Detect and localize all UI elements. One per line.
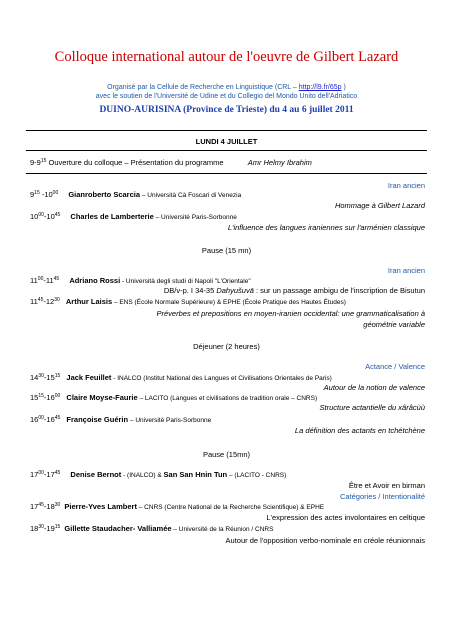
time-start: 9 [30, 190, 35, 199]
time-start: 15 [30, 393, 39, 402]
speaker-name: Arthur Laisis [65, 297, 113, 306]
speaker-affiliation: – Université Paris-Sorbonne [153, 214, 237, 221]
time-start-min: 45 [38, 502, 44, 508]
talk-entry [30, 502, 324, 511]
talk-title: L'influence des langues iraniennes sur l'arménien classique [227, 223, 425, 232]
speaker-affiliation: - INALCO (Institut National des Langues et Civilisations Orientales de Paris) [111, 375, 332, 382]
day-heading: LUNDI 4 JUILLET [195, 137, 258, 146]
time-start-min: 15 [34, 190, 40, 196]
pause-label: Pause (15mn) [202, 450, 251, 459]
time-end: -16 [43, 393, 55, 402]
speaker-name: Denise Bernot [70, 470, 122, 479]
talk-entry [30, 373, 332, 382]
time-end: -15 [43, 373, 55, 382]
talk-entry [30, 415, 211, 424]
time-end-min: 15 [54, 373, 61, 379]
organizer-text-end: ) [341, 84, 346, 91]
organizer-line [0, 83, 453, 92]
talk-title: Préverbes et prepositions en moyen-iranien occidental: une grammaticalisation à [156, 309, 425, 318]
speaker-affiliation: – Université de la Réunion / CNRS [171, 526, 274, 533]
section-label: Iran ancien [387, 266, 425, 275]
time-end-min: 15 [54, 524, 61, 530]
talk-entry [30, 212, 237, 221]
time-end-min: 45 [54, 212, 61, 218]
time-start: 18 [30, 524, 39, 533]
time-end: -19 [43, 524, 55, 533]
time-start-min: 30 [38, 524, 44, 530]
time-end-min: 45 [54, 415, 61, 421]
talk-title: Structure actantielle du xârâcùù [319, 403, 425, 412]
speaker-name: Françoise Guérin [66, 415, 129, 424]
time-end: -16 [43, 415, 55, 424]
talk-title-term: Dahyušuvā [216, 286, 254, 295]
talk-title: Autour de la notion de valence [323, 383, 425, 392]
speaker-affiliation-2: – (LACITO - CNRS) [227, 472, 287, 479]
talk-title: La définition des actants en tchétchène [294, 426, 425, 435]
organizer-text: Organisé par la Cellule de Recherche en Linguistique (CRL – [107, 84, 299, 91]
talk-entry [30, 190, 241, 199]
speaker-affiliation: – CNRS (Centre National de la Recherche Scientifique) & EPHE [136, 504, 325, 511]
opening-speaker: Amr Helmy Ibrahim [247, 158, 312, 167]
time-end: -12 [43, 297, 55, 306]
talk-title: Autour de l'opposition verbo-nominale en créole réunionnais [225, 536, 425, 545]
section-label: Actance / Valence [365, 362, 425, 371]
speaker-affiliation: – Université Paris-Sorbonne [128, 417, 212, 424]
speaker-affiliation: - (INALCO) & [121, 472, 164, 479]
speaker-name: Adriano Rossi [69, 276, 121, 285]
opening-text: Ouverture du colloque – Présentation du programme [46, 158, 224, 167]
speaker-name-2: San San Hnin Tun [163, 470, 228, 479]
talk-title [164, 286, 425, 295]
time-start: 16 [30, 415, 39, 424]
lunch-label: Déjeuner (2 heures) [193, 342, 260, 351]
section-label: Catégories / Intentionalité [339, 492, 425, 501]
colloquium-title: Colloque international autour de l'oeuvre de Gilbert Lazard [54, 49, 399, 65]
time-start: 11 [30, 297, 38, 306]
time-end-min: 45 [54, 470, 61, 476]
talk-entry [30, 524, 273, 533]
opening-session [30, 158, 312, 167]
speaker-affiliation: – ENS (École Normale Supérieure) & EPHE (École Pratique des Hautes Études) [112, 299, 346, 306]
opening-time: 9-9 [30, 158, 41, 167]
time-start: 10 [30, 212, 39, 221]
time-start: 14 [30, 373, 39, 382]
opening-time-sup: 15 [40, 158, 47, 164]
talk-title: L'expression des actes involontaires en celtique [266, 513, 425, 522]
section-label: Iran ancien [387, 181, 425, 190]
time-end: -10 [43, 212, 55, 221]
time-start-min: 00 [38, 212, 44, 218]
speaker-affiliation: - Università degli studi di Napoli "L'Orientale" [120, 278, 251, 285]
time-start-min: 45 [37, 297, 44, 303]
talk-title: Être et Avoir en birman [348, 481, 425, 490]
rule-day [26, 150, 427, 151]
time-start: 17 [30, 502, 39, 511]
time-end: -11 [43, 276, 54, 285]
time-start: 11 [30, 276, 38, 285]
speaker-affiliation: – Università Cà Foscari di Venezia [140, 192, 242, 199]
speaker-name: Claire Moyse-Faurie [66, 393, 138, 402]
rule-opening [26, 173, 427, 174]
time-start-min: 15 [38, 393, 44, 399]
time-end: -10 [39, 190, 53, 199]
speaker-name: Gianroberto Scarcia [68, 190, 141, 199]
time-end-min: 30 [54, 502, 61, 508]
talk-title-cont: géométrie variable [363, 320, 425, 329]
talk-entry [30, 276, 251, 285]
talk-title: Hommage à Gilbert Lazard [334, 201, 425, 210]
support-line: avec le soutien de l'Université de Udine et du Collegio del Mondo Unito dell'Adriatico [95, 93, 358, 100]
time-start-min: 30 [38, 373, 44, 379]
time-end-min: 00 [52, 190, 59, 196]
speaker-name: Charles de Lamberterie [70, 212, 154, 221]
time-start-min: 00 [38, 415, 44, 421]
speaker-name: Jack Feuillet [66, 373, 112, 382]
time-end-min: 30 [54, 297, 60, 303]
talk-entry [30, 393, 317, 402]
time-start: 17 [30, 470, 39, 479]
talk-title-ref: DB/v-p. I 34-35 [163, 286, 217, 295]
time-start-min: 00 [38, 470, 44, 476]
speaker-affiliation: – LACITO (Langues et civilisations de tradition orale – CNRS) [137, 395, 318, 402]
talk-entry [30, 470, 286, 479]
rule-top [26, 130, 427, 131]
crl-link[interactable]: http://l9.fr/65p [298, 84, 342, 91]
time-end: -17 [43, 470, 55, 479]
pause-label: Pause (15 mn) [201, 246, 252, 255]
speaker-name: Pierre-Yves Lambert [64, 502, 137, 511]
time-end-min: 00 [54, 393, 61, 399]
time-end: -18 [43, 502, 55, 511]
venue-dates: DUINO-AURISINA (Province de Trieste) du 4 au 6 juillet 2011 [99, 105, 354, 115]
talk-title-rest: : sur un passage ambigu de l'inscription de Bisutun [253, 286, 425, 295]
speaker-name: Gillette Staudacher- Valliamée [64, 524, 172, 533]
talk-entry [30, 297, 346, 306]
time-start-min: 00 [37, 276, 44, 282]
time-end-min: 45 [53, 276, 60, 282]
